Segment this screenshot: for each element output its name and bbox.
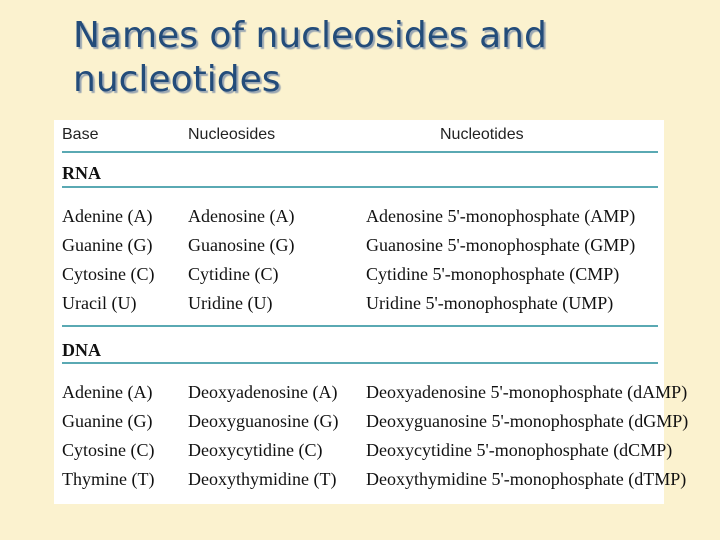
table-row: [54, 264, 664, 292]
cell-nucleotide: Deoxyguanosine 5'-monophosphate (dGMP): [366, 411, 689, 431]
table-row: [54, 469, 687, 497]
cell-nucleoside: Guanosine (G): [188, 235, 295, 255]
cell-nucleoside: Deoxythymidine (T): [188, 469, 337, 489]
cell-nucleoside: Deoxycytidine (C): [188, 440, 323, 460]
table-row: [54, 411, 689, 439]
cell-nucleotide: Uridine 5'-monophosphate (UMP): [366, 293, 614, 313]
cell-base: Adenine (A): [62, 382, 153, 402]
table-row: [54, 382, 688, 410]
cell-nucleotide: Deoxyadenosine 5'-monophosphate (dAMP): [366, 382, 688, 402]
divider: [62, 186, 658, 188]
cell-nucleotide: Deoxycytidine 5'-monophosphate (dCMP): [366, 440, 673, 460]
cell-nucleotide: Guanosine 5'-monophosphate (GMP): [366, 235, 636, 255]
cell-nucleoside: Uridine (U): [188, 293, 273, 313]
table-row: [54, 206, 664, 234]
cell-base: Uracil (U): [62, 293, 137, 313]
cell-base: Thymine (T): [62, 469, 155, 489]
header-nucleosides: Nucleosides: [188, 126, 276, 143]
divider: [62, 325, 658, 327]
cell-nucleotide: Deoxythymidine 5'-monophosphate (dTMP): [366, 469, 687, 489]
cell-base: Adenine (A): [62, 206, 153, 226]
section-label-dna: DNA: [62, 340, 101, 360]
page-title: Names of nucleosides and nucleotides: [73, 15, 547, 100]
divider: [62, 362, 658, 364]
cell-base: Guanine (G): [62, 235, 153, 255]
section-label-rna: RNA: [62, 163, 101, 183]
cell-nucleoside: Deoxyguanosine (G): [188, 411, 339, 431]
cell-base: Cytosine (C): [62, 264, 155, 284]
cell-nucleotide: Cytidine 5'-monophosphate (CMP): [366, 264, 620, 284]
cell-nucleoside: Adenosine (A): [188, 206, 295, 226]
table-row: [54, 293, 664, 321]
header-nucleotides: Nucleotides: [440, 126, 524, 143]
divider: [62, 151, 658, 153]
cell-nucleoside: Cytidine (C): [188, 264, 279, 284]
nucleotide-table: [54, 120, 689, 504]
cell-base: Guanine (G): [62, 411, 153, 431]
table-row: [54, 235, 664, 263]
header-base: Base: [62, 126, 99, 143]
table-row: [54, 440, 673, 468]
cell-nucleoside: Deoxyadenosine (A): [188, 382, 338, 402]
cell-nucleotide: Adenosine 5'-monophosphate (AMP): [366, 206, 636, 226]
cell-base: Cytosine (C): [62, 440, 155, 460]
